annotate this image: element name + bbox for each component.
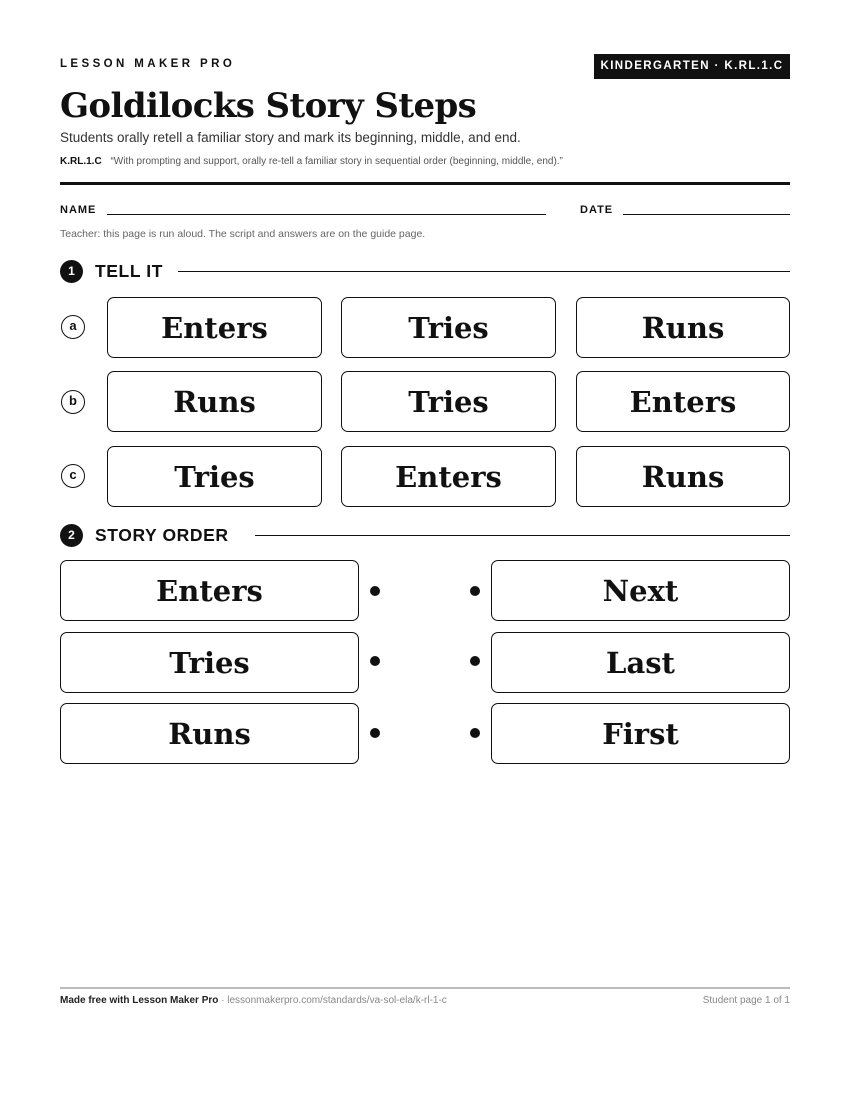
row-letter: b	[61, 390, 85, 414]
row-letter: c	[61, 464, 85, 488]
word-card[interactable]: Runs	[576, 297, 790, 358]
match-right-card[interactable]: First	[491, 703, 790, 764]
match-left-dot[interactable]	[370, 656, 380, 666]
section-number: 2	[60, 524, 83, 547]
section-rule	[178, 271, 790, 272]
match-right-dot[interactable]	[470, 656, 480, 666]
footer-rule	[60, 987, 790, 989]
page-title: Goldilocks Story Steps	[60, 86, 477, 126]
match-right-card[interactable]: Last	[491, 632, 790, 693]
footer-url[interactable]: · lessonmakerpro.com/standards/va-sol-ela/k-rl-1-c	[218, 995, 447, 1006]
header-divider	[60, 182, 790, 185]
section-title: TELL IT	[95, 261, 164, 281]
grade-badge: KINDERGARTEN · K.RL.1.C	[594, 54, 790, 79]
section-title: STORY ORDER	[95, 525, 229, 545]
match-right-dot[interactable]	[470, 728, 480, 738]
word-card[interactable]: Tries	[341, 371, 556, 432]
match-right-card[interactable]: Next	[491, 560, 790, 621]
match-left-dot[interactable]	[370, 586, 380, 596]
word-card[interactable]: Runs	[107, 371, 322, 432]
footer-credit	[60, 995, 447, 1006]
section-number: 1	[60, 260, 83, 283]
footer-page-number: Student page 1 of 1	[702, 995, 790, 1006]
word-card[interactable]: Runs	[576, 446, 790, 507]
brand-name: LESSON MAKER PRO	[60, 58, 236, 70]
word-card[interactable]: Tries	[341, 297, 556, 358]
word-card[interactable]: Enters	[341, 446, 556, 507]
section-tell-it-header	[60, 259, 790, 283]
word-card[interactable]: Enters	[576, 371, 790, 432]
standard-line	[60, 156, 563, 167]
name-label: NAME	[60, 204, 97, 216]
section-story-order-header	[60, 523, 790, 547]
match-left-card[interactable]: Runs	[60, 703, 359, 764]
name-field[interactable]	[107, 214, 546, 215]
standard-text: “With prompting and support, orally re-tell a familiar story in sequential order (beginning, middle, end).”	[110, 156, 563, 167]
row-letter: a	[61, 315, 85, 339]
match-left-card[interactable]: Enters	[60, 560, 359, 621]
section-rule	[255, 535, 790, 536]
standard-code: K.RL.1.C	[60, 156, 102, 167]
teacher-note: Teacher: this page is run aloud. The script and answers are on the guide page.	[60, 228, 426, 240]
match-left-dot[interactable]	[370, 728, 380, 738]
date-field[interactable]	[623, 214, 790, 215]
footer-made-with: Made free with Lesson Maker Pro	[60, 995, 219, 1006]
word-card[interactable]: Enters	[107, 297, 322, 358]
match-right-dot[interactable]	[470, 586, 480, 596]
page-subtitle: Students orally retell a familiar story and mark its beginning, middle, and end.	[60, 130, 521, 145]
date-label: DATE	[580, 204, 614, 216]
match-left-card[interactable]: Tries	[60, 632, 359, 693]
word-card[interactable]: Tries	[107, 446, 322, 507]
